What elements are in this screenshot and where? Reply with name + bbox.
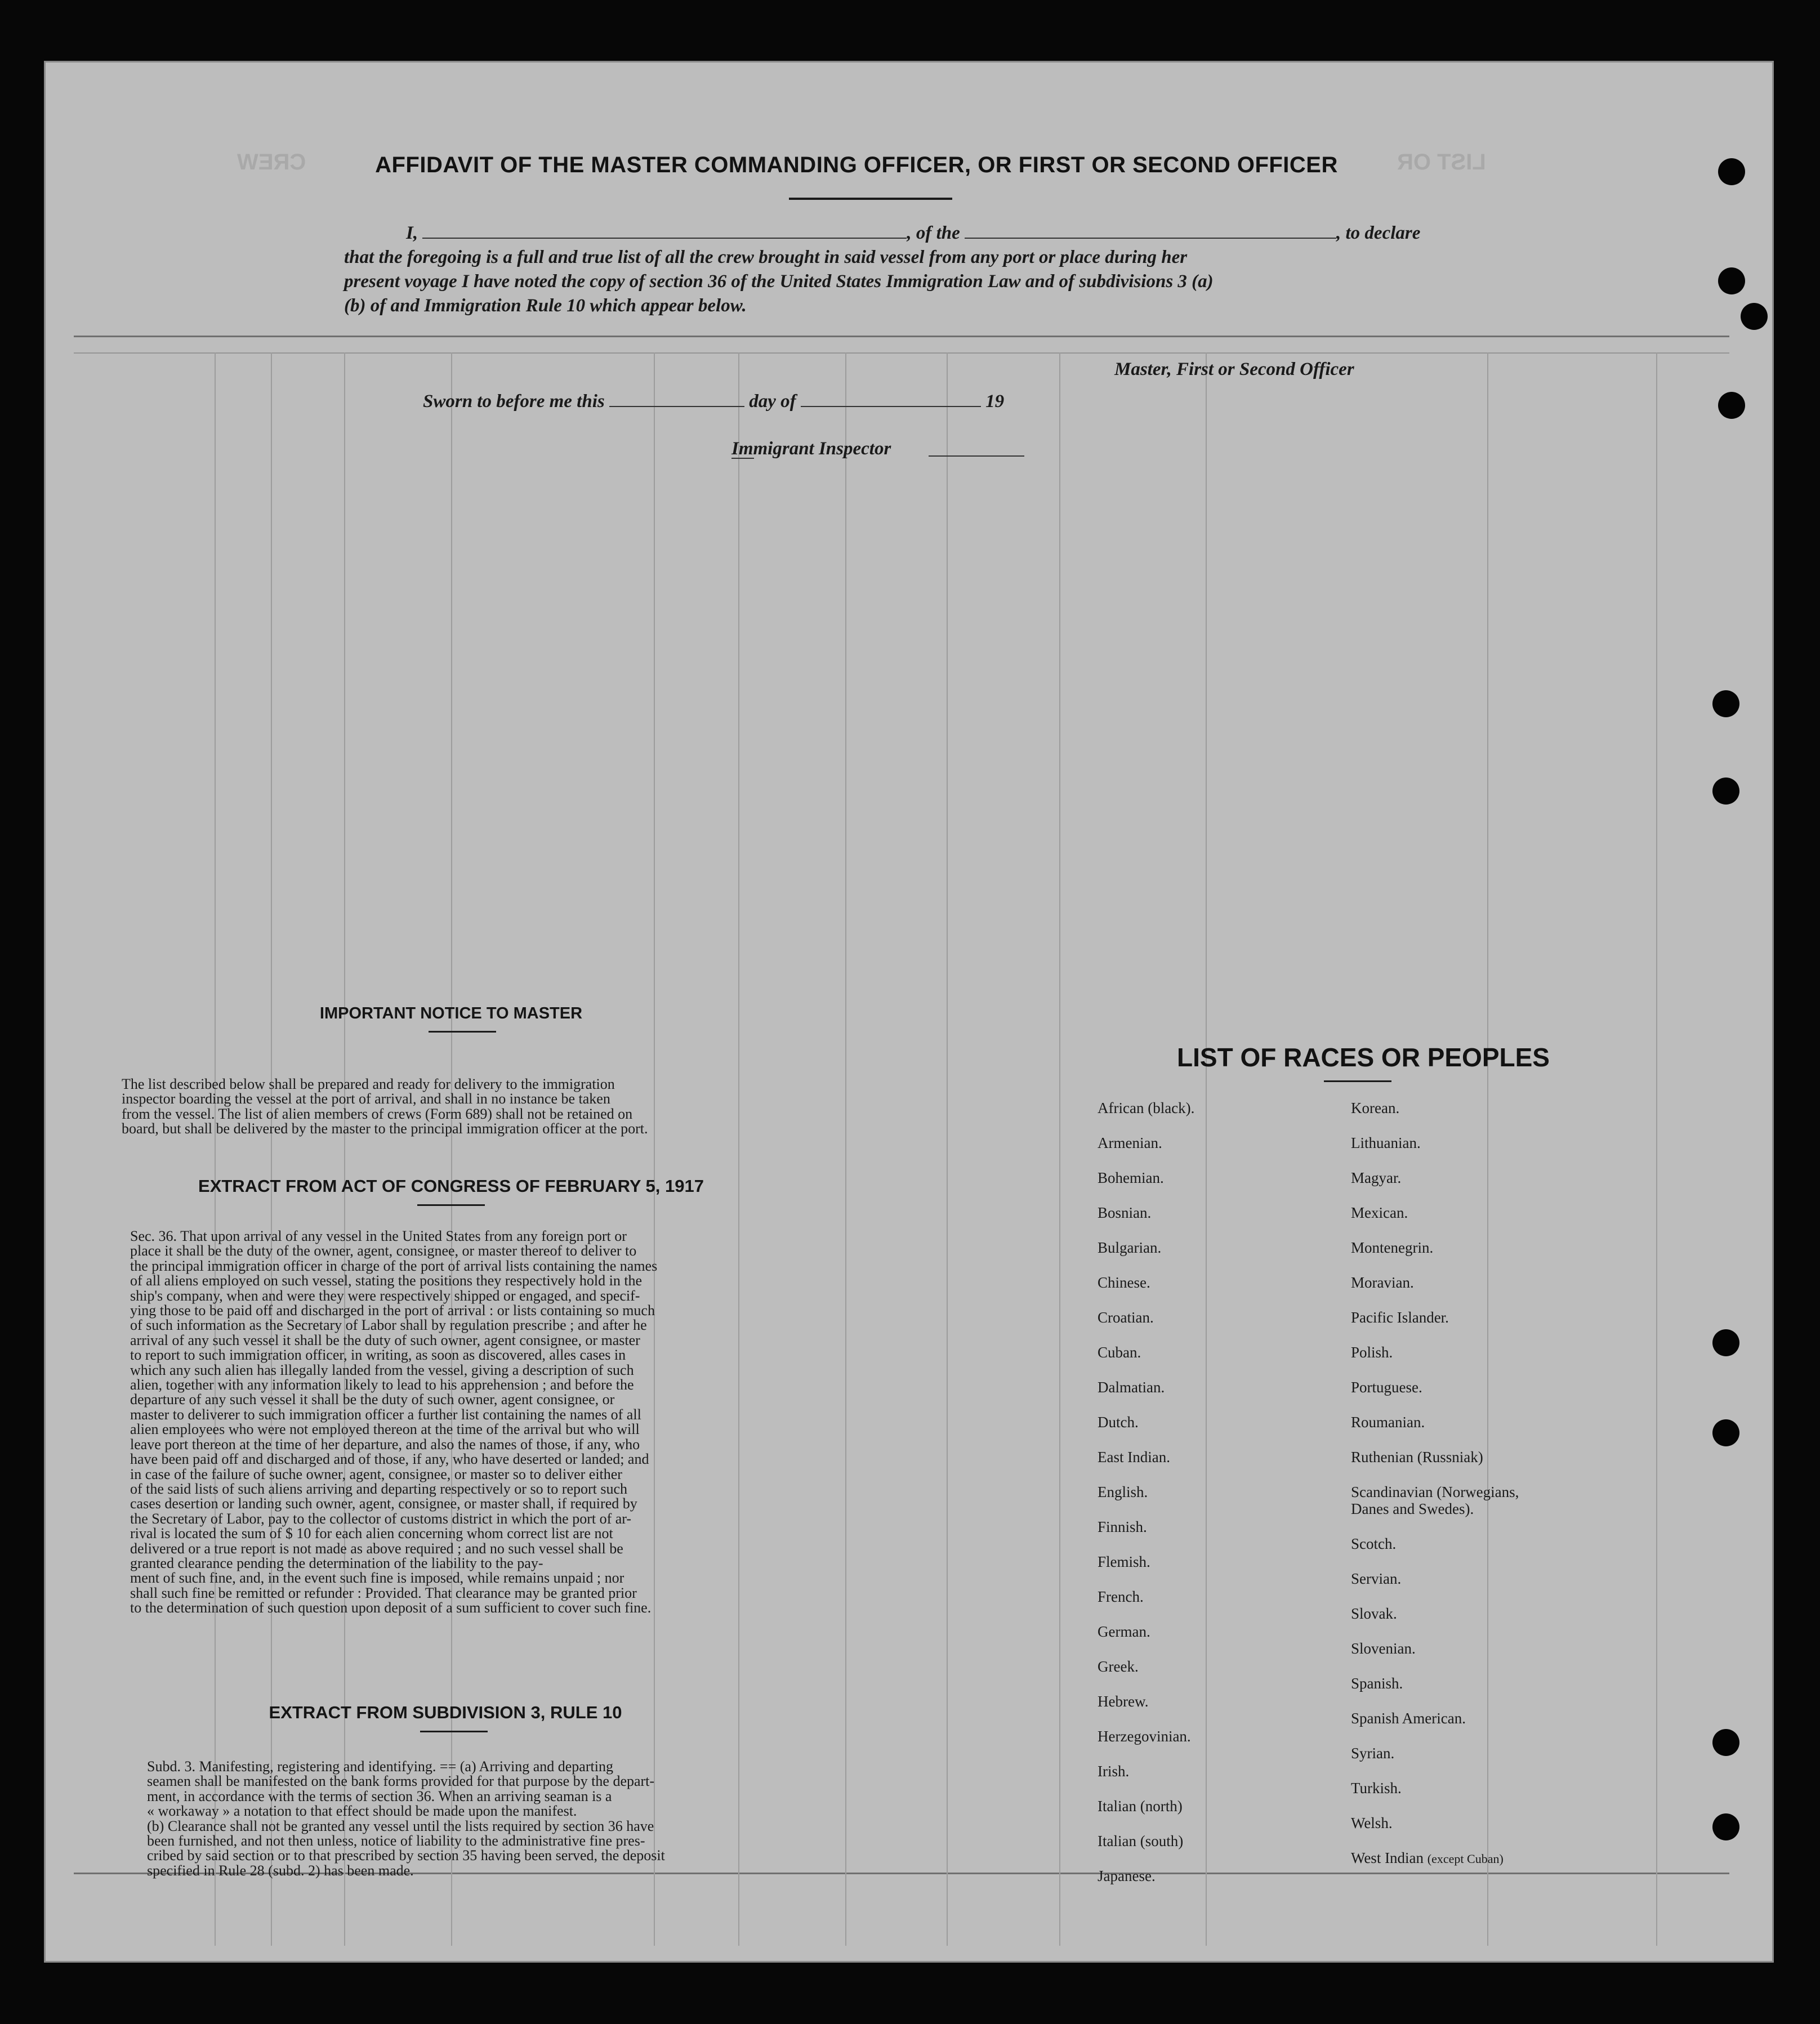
race-item: Irish. — [1098, 1763, 1130, 1780]
punch-hole — [1712, 1329, 1739, 1356]
text-line: have been paid off and discharged and of those, if any, who have deserted or landed; and — [130, 1451, 649, 1468]
column-line — [1206, 352, 1207, 1946]
text-line: Subd. 3. Manifesting, registering and identifying. == (a) Arriving and departing — [147, 1758, 613, 1775]
race-item: Polish. — [1351, 1344, 1393, 1361]
race-item: Korean. — [1351, 1100, 1400, 1116]
race-item: Finnish. — [1098, 1518, 1147, 1535]
text-line: seamen shall be manifested on the bank forms provided for that purpose by the depart- — [147, 1773, 655, 1790]
race-item: Bulgarian. — [1098, 1239, 1162, 1256]
bleed-through-title: LIST OR — [1397, 150, 1486, 175]
sworn-line — [423, 390, 1004, 413]
race-item: Flemish. — [1098, 1553, 1150, 1570]
act-extract-title: EXTRACT FROM ACT OF CONGRESS OF FEBRUARY 5, 1917 — [198, 1176, 704, 1196]
document-page — [44, 61, 1774, 1963]
races-title: LIST OF RACES OR PEOPLES — [1177, 1043, 1550, 1072]
race-item: Scandinavian (Norwegians, — [1351, 1484, 1519, 1500]
punch-hole — [1712, 690, 1739, 717]
race-item: Italian (south) — [1098, 1833, 1184, 1849]
race-item: Pacific Islander. — [1351, 1309, 1449, 1326]
text-line: Sec. 36. That upon arrival of any vessel in the United States from any foreign port or — [130, 1228, 627, 1244]
race-item: French. — [1098, 1588, 1144, 1605]
text-line: of all aliens employed on such vessel, stating the positions they respectively hold in the — [130, 1272, 643, 1289]
text-line: arrival of any such vessel it shall be the duty of such owner, agent consignee, or master — [130, 1332, 640, 1348]
race-item: Roumanian. — [1351, 1414, 1425, 1431]
table-top-rule — [74, 336, 1729, 337]
day-of-label: day of — [749, 391, 796, 412]
name-blank — [422, 223, 907, 239]
race-item: Welsh. — [1351, 1815, 1393, 1831]
race-item: German. — [1098, 1623, 1150, 1640]
table-header-rule — [74, 352, 1729, 354]
race-item: Chinese. — [1098, 1274, 1150, 1291]
column-line — [1656, 352, 1657, 1946]
text-line: the Secretary of Labor, pay to the collector of customs district in which the port of ar- — [130, 1510, 632, 1527]
race-item: Dutch. — [1098, 1414, 1139, 1431]
race-item: Bohemian. — [1098, 1169, 1164, 1186]
notice-title-underline — [429, 1031, 496, 1033]
text-line: from the vessel. The list of alien members of crews (Form 689) shall not be retained on — [122, 1105, 633, 1122]
vessel-blank — [965, 223, 1336, 239]
inspector-label: Immigrant Inspector — [731, 439, 891, 459]
inspector-blank — [929, 455, 1024, 457]
race-item: Syrian. — [1351, 1745, 1395, 1762]
text-line: inspector boarding the vessel at the port of arrival, and shall in no instance be taken — [122, 1091, 610, 1107]
year-label: 19 — [985, 391, 1005, 412]
day-blank — [609, 391, 744, 407]
text-line: cases desertion or landing such owner, agent, consignee, or master shall, if required by — [130, 1495, 637, 1512]
text-line: the principal immigration officer in charge of the port of arrival lists containing the names — [130, 1257, 658, 1274]
race-item: Armenian. — [1098, 1134, 1162, 1151]
race-item: Hebrew. — [1098, 1693, 1149, 1710]
race-item — [1351, 1849, 1504, 1867]
column-line — [1487, 352, 1488, 1946]
text-line: of the said lists of such aliens arriving and departing respectively or so to report such — [130, 1480, 628, 1497]
punch-hole — [1718, 392, 1745, 419]
affidavit-line-4: (b) of and Immigration Rule 10 which appear below. — [344, 296, 747, 316]
race-item: English. — [1098, 1484, 1148, 1500]
text-line: in case of the failure of suche owner, agent, consignee, or master so to deliver either — [130, 1465, 622, 1482]
column-line — [1059, 352, 1060, 1946]
act-extract-paragraph — [130, 1229, 792, 1616]
text-line: rival is located the sum of $ 10 for each alien concerning whom correct list are not — [130, 1525, 613, 1542]
race-item: Scotch. — [1351, 1535, 1397, 1552]
text-line: « workaway » a notation to that effect should be made upon the manifest. — [147, 1803, 577, 1820]
affidavit-line-2: that the foregoing is a full and true list of all the crew brought in said vessel from any port or place during her — [344, 247, 1188, 267]
race-name: West Indian — [1351, 1849, 1424, 1866]
race-item: Servian. — [1351, 1570, 1402, 1587]
text-line: shall such fine be remitted or refunder : Provided. That clearance may be granted prior — [130, 1584, 637, 1601]
race-item: Slovenian. — [1351, 1640, 1416, 1657]
race-item: Mexican. — [1351, 1204, 1408, 1221]
text-line: specified in Rule 28 (subd. 2) has been made. — [147, 1862, 414, 1879]
race-item: East Indian. — [1098, 1449, 1170, 1465]
races-title-underline — [1324, 1080, 1391, 1082]
text-line: (b) Clearance shall not be granted any vessel until the lists required by section 36 have — [147, 1817, 654, 1834]
rule-title-underline — [420, 1731, 488, 1732]
race-item: Spanish American. — [1351, 1710, 1466, 1727]
race-item: Montenegrin. — [1351, 1239, 1434, 1256]
race-item: Slovak. — [1351, 1605, 1397, 1622]
affidavit-line-3: present voyage I have noted the copy of section 36 of the United States Immigration Law and of subdivisions 3 (a) — [344, 271, 1214, 292]
punch-hole — [1718, 158, 1745, 185]
title-underline — [789, 198, 952, 200]
text-line: place it shall be the duty of the owner, agent, consignee, or master thereof to deliver to — [130, 1243, 637, 1259]
race-item: Greek. — [1098, 1658, 1139, 1675]
column-line — [738, 352, 739, 1946]
notice-title: IMPORTANT NOTICE TO MASTER — [319, 1004, 583, 1022]
text-line: The list described below shall be prepared and ready for delivery to the immigration — [122, 1076, 615, 1092]
text-line: to the determination of such question upon deposit of a sum sufficient to cover such fine. — [130, 1599, 652, 1616]
column-line — [947, 352, 948, 1946]
race-item: Herzegovinian. — [1098, 1728, 1191, 1745]
rule-extract-paragraph — [147, 1759, 792, 1878]
bleed-through-crew: CREW — [237, 150, 306, 175]
race-item: Cuban. — [1098, 1344, 1141, 1361]
race-item: Danes and Swedes). — [1351, 1500, 1474, 1517]
text-line: granted clearance pending the determination of the liability to the pay- — [130, 1554, 543, 1571]
master-signature-label: Master, First or Second Officer — [1114, 359, 1354, 379]
text-line: alien employees who were not employed thereon at the time of the arrival but who will — [130, 1421, 640, 1438]
race-item: Lithuanian. — [1351, 1134, 1421, 1151]
race-item: Moravian. — [1351, 1274, 1414, 1291]
race-item: Ruthenian (Russniak) — [1351, 1449, 1483, 1465]
race-item: Spanish. — [1351, 1675, 1403, 1692]
affidavit-title: AFFIDAVIT OF THE MASTER COMMANDING OFFICER, OR FIRST OR SECOND OFFICER — [375, 153, 1338, 177]
text-line: ship's company, when and were they were respectively shipped or engaged, and specif- — [130, 1287, 640, 1304]
month-blank — [801, 391, 981, 407]
act-title-underline — [417, 1204, 485, 1206]
of-the-label: , of the — [907, 223, 960, 243]
rule-extract-title: EXTRACT FROM SUBDIVISION 3, RULE 10 — [269, 1703, 622, 1722]
race-item: African (black). — [1098, 1100, 1195, 1116]
text-line: board, but shall be delivered by the master to the principal immigration officer at the port. — [122, 1120, 648, 1137]
text-line: ying those to be paid off and discharged in the port of arrival : or lists containing so much — [130, 1302, 655, 1319]
punch-hole — [1712, 1419, 1739, 1446]
text-line: of such information as the Secretary of Labor shall by regulation prescribe ; and after he — [130, 1317, 647, 1334]
column-line — [845, 352, 846, 1946]
race-item: Magyar. — [1351, 1169, 1402, 1186]
to-declare-label: , to declare — [1336, 223, 1421, 243]
punch-hole — [1741, 303, 1768, 330]
text-line: alien, together with any information likely to lead to his apprehension ; and before the — [130, 1377, 634, 1393]
text-line: ment, in accordance with the terms of section 36. When an arriving seaman is a — [147, 1788, 612, 1804]
race-item: Portuguese. — [1351, 1379, 1422, 1396]
race-item: Italian (north) — [1098, 1798, 1183, 1815]
punch-hole — [1712, 1729, 1739, 1756]
text-line: departure of any such vessel it shall be the duty of such owner, agent consignee, or — [130, 1391, 615, 1408]
i-label: I, — [406, 223, 418, 243]
race-item: Turkish. — [1351, 1780, 1402, 1797]
race-item: Bosnian. — [1098, 1204, 1152, 1221]
text-line: cribed by said section or to that prescribed by section 35 having been served, the deposit — [147, 1847, 665, 1864]
text-line: ment of such fine, and, in the event such fine is imposed, while remains unpaid ; nor — [130, 1570, 624, 1587]
race-item: Dalmatian. — [1098, 1379, 1165, 1396]
race-item: Croatian. — [1098, 1309, 1154, 1326]
text-line: master to deliverer to such immigration officer a further list containing the names of all — [130, 1406, 641, 1423]
punch-hole — [1718, 267, 1745, 294]
notice-paragraph — [122, 1077, 792, 1137]
text-line: which any such alien has illegally landed from the vessel, giving a description of such — [130, 1361, 634, 1378]
text-line: delivered or a true report is not made as above required ; and no such vessel shall be — [130, 1540, 623, 1557]
text-line: to report to such immigration officer, in writing, as soon as discovered, alles cases in — [130, 1347, 626, 1364]
race-item: Japanese. — [1098, 1867, 1156, 1884]
punch-hole — [1712, 1813, 1739, 1840]
sworn-label: Sworn to before me this — [423, 391, 605, 412]
race-note: (except Cuban) — [1427, 1852, 1504, 1866]
punch-hole — [1712, 778, 1739, 805]
text-line: been furnished, and not then unless, notice of liability to the administrative fine pres- — [147, 1833, 645, 1849]
affidavit-line-1 — [406, 222, 1420, 244]
text-line: leave port thereon at the time of her departure, and also the names of those, if any, who — [130, 1436, 640, 1453]
